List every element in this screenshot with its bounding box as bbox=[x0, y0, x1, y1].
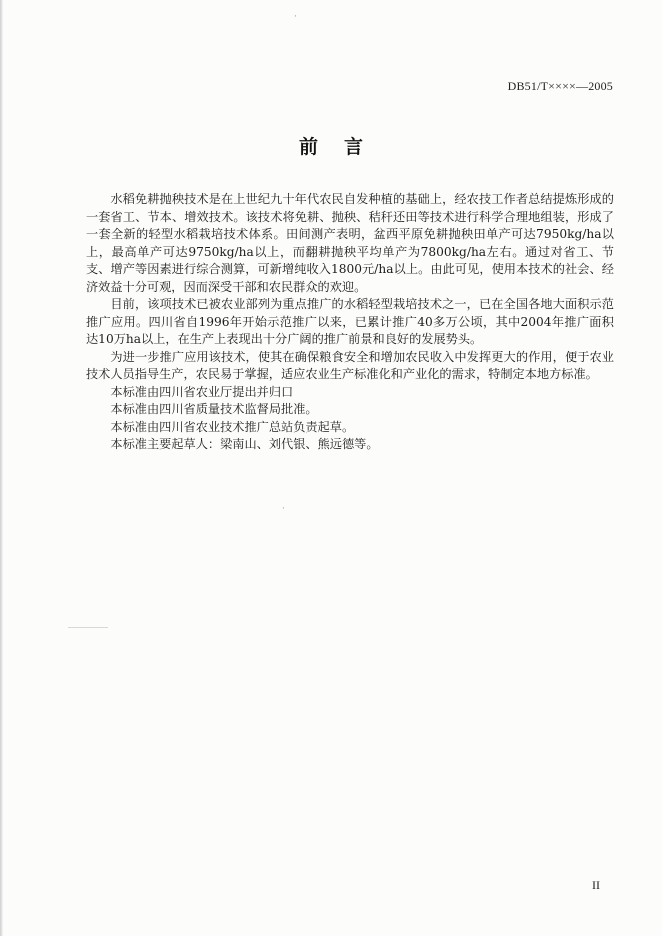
paragraph-promotion: 目前，该项技术已被农业部列为重点推广的水稻轻型栽培技术之一，已在全国各地大面积示范推广应用。四川省自1996年开始示范推广以来，已累计推广40多万公顷，其中2004年推广面积达10万ha以上，在生产上表现出十分广阔的推广前景和良好的发展势头。 bbox=[86, 297, 614, 346]
paragraph-approver: 本标准由四川省质量技术监督局批准。 bbox=[110, 402, 318, 416]
document-code: DB51/T××××—2005 bbox=[507, 79, 613, 93]
scan-mark bbox=[68, 627, 108, 628]
foreword-body bbox=[86, 191, 614, 454]
paragraph-proposer: 本标准由四川省农业厅提出并归口 bbox=[110, 384, 294, 399]
section-title: 前言 bbox=[298, 136, 389, 158]
page-number: II bbox=[592, 878, 600, 892]
paragraph-drafters: 本标准主要起草人：梁南山、刘代银、熊远德等。 bbox=[110, 437, 379, 451]
scan-speck: · bbox=[294, 12, 297, 22]
paragraph-purpose: 为进一步推广应用该技术，使其在确保粮食安全和增加农民收入中发挥更大的作用，便于农业技术人员指导生产，农民易于掌握，适应农业生产标准化和产业化的需求，特制定本地方标准。 bbox=[86, 349, 614, 381]
paragraph-intro: 水稻免耕抛秧技术是在上世纪九十年代农民自发种植的基础上，经农技工作者总结提炼形成的一套省工、节本、增效技术。该技术将免耕、抛秧、秸秆还田等技术进行科学合理地组装，形成了一套全新的轻型水稻栽培技术体系。田间测产表明，盆西平原免耕抛秧田单产可达7950kg/ha以上，最高单产可达9750kg/ha以上，而翻耕抛秧平均单产为7800kg/ha左右。通过对省工、节支、增产等因素进行综合测算，可新增纯收入1800元/ha以上。由此可见，使用本技术的社会、经济效益十分可观，因而深受干部和农民群众的欢迎。 bbox=[86, 192, 614, 294]
paragraph-drafting-unit: 本标准由四川省农业技术推广总站负责起草。 bbox=[110, 419, 355, 434]
scan-speck: · bbox=[282, 504, 285, 514]
